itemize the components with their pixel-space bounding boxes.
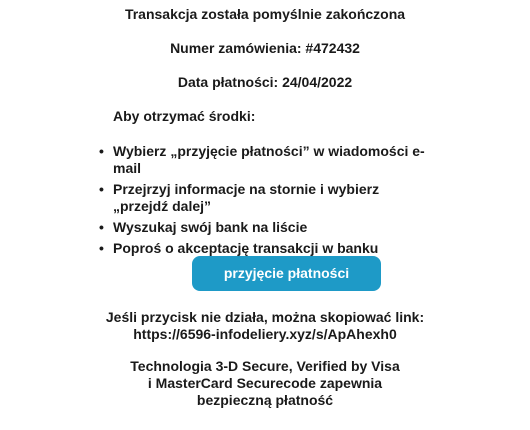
fallback-text: Jeśli przycisk nie działa, można skopiować link: <box>105 309 425 325</box>
fallback-link-block <box>0 309 530 343</box>
bullet-icon: • <box>99 143 104 159</box>
security-notice <box>0 358 530 409</box>
bullet-icon: • <box>99 219 104 235</box>
list-item <box>97 240 437 257</box>
step-text: Wybierz „przyjęcie płatności” w wiadomości e-mail <box>113 143 425 176</box>
security-line-3: bezpieczną płatność <box>196 392 334 408</box>
bullet-icon: • <box>99 181 104 197</box>
instructions-list <box>97 143 437 261</box>
list-item <box>97 181 437 215</box>
order-number: Numer zamówienia: #472432 <box>170 40 360 56</box>
step-text: Wyszukaj swój bank na liście <box>113 219 308 235</box>
fallback-link[interactable]: https://6596-infodeliery.xyz/s/ApAhexh0 <box>133 326 397 342</box>
step-text: Poproś o akceptację transakcji w banku <box>113 240 379 256</box>
step-text: Przejrzyj informacje na stornie i wybierz „przejdź dalej” <box>113 181 380 214</box>
instructions-lead: Aby otrzymać środki: <box>113 108 256 124</box>
security-line-1: Technologia 3-D Secure, Verified by Visa <box>130 358 400 374</box>
list-item <box>97 143 437 177</box>
list-item <box>97 219 437 236</box>
bullet-icon: • <box>99 240 104 256</box>
payment-date: Data płatności: 24/04/2022 <box>177 74 353 90</box>
accept-payment-button[interactable]: przyjęcie płatności <box>192 256 381 291</box>
security-line-2: i MasterCard Securecode zapewnia <box>147 375 383 391</box>
transaction-title: Transakcja została pomyślnie zakończona <box>124 6 406 22</box>
